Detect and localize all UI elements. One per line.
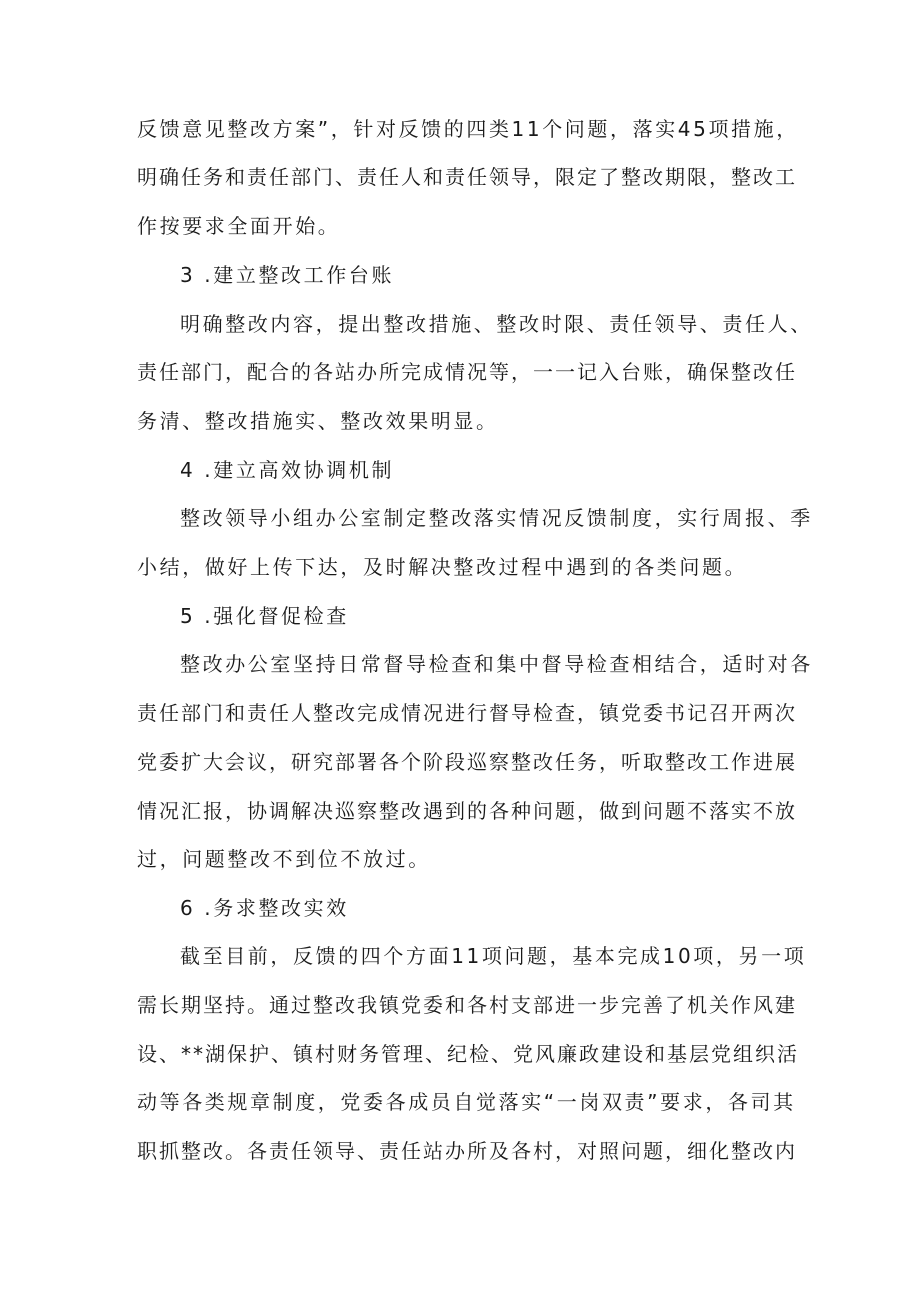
paragraph-first-line: 截至目前，反馈的四个方面11项问题，基本完成10项，另一项 [180,944,807,968]
body-line: 责任部门，配合的各站办所完成情况等，一一记入台账，确保整改任 [137,360,797,384]
section-heading: 3 .建立整改工作台账 [180,263,395,287]
body-line: 动等各类规章制度，党委各成员自觉落实“一岗双责”要求，各司其 [137,1090,796,1114]
body-line: 责任部门和责任人整改完成情况进行督导检查，镇党委书记召开两次 [137,701,797,725]
body-line: 设、**湖保护、镇村财务管理、纪检、党风廉政建设和基层党组织活 [137,1042,799,1066]
body-line: 作按要求全面开始。 [137,214,341,238]
body-line: 反馈意见整改方案”，针对反馈的四类11个问题，落实45项措施， [137,117,799,141]
section-heading: 5 .强化督促检查 [180,604,349,628]
body-line: 需长期坚持。通过整改我镇党委和各村支部进一步完善了机关作风建 [137,993,797,1017]
paragraph-first-line: 整改办公室坚持日常督导检查和集中督导检查相结合，适时对各 [180,652,813,676]
body-line: 过，问题整改不到位不放过。 [137,847,431,871]
body-line: 职抓整改。各责任领导、责任站办所及各村，对照问题，细化整改内 [137,1139,797,1163]
paragraph-first-line: 整改领导小组办公室制定整改落实情况反馈制度，实行周报、季 [180,506,813,530]
section-heading: 4 .建立高效协调机制 [180,458,395,482]
paragraph-first-line: 明确整改内容，提出整改措施、整改时限、责任领导、责任人、 [180,312,813,336]
body-line: 务清、整改措施实、整改效果明显。 [137,409,499,433]
body-line: 党委扩大会议，研究部署各个阶段巡察整改任务，听取整改工作进展 [137,750,797,774]
body-line: 明确任务和责任部门、责任人和责任领导，限定了整改期限，整改工 [137,165,797,189]
section-heading: 6 .务求整改实效 [180,896,349,920]
body-line: 小结，做好上传下达，及时解决整改过程中遇到的各类问题。 [137,555,748,579]
body-line: 情况汇报，协调解决巡察整改遇到的各种问题，做到问题不落实不放 [137,799,797,823]
